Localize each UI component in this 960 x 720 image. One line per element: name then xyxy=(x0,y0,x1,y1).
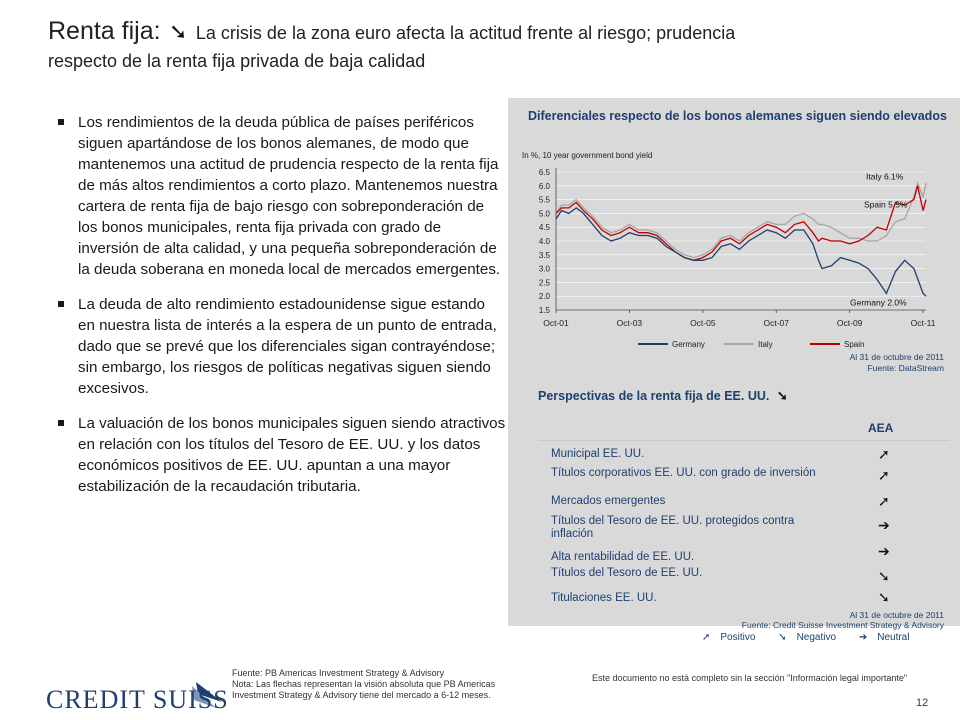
bullet-item xyxy=(56,413,506,497)
footer-source xyxy=(232,668,532,701)
right-arrow-icon: ➔ xyxy=(878,543,890,559)
legend-label: Neutral xyxy=(877,632,910,643)
y-tick-label: 3.0 xyxy=(538,264,550,274)
perspectives-title xyxy=(538,388,788,404)
table-row: Mercados emergentes xyxy=(551,495,666,507)
perspectives-table xyxy=(538,440,950,609)
credit-suisse-logo xyxy=(46,680,226,719)
sails-logo-icon xyxy=(46,680,226,714)
bullet-item xyxy=(56,112,506,280)
bullet-list xyxy=(56,112,506,511)
chart-source-date: Al 31 de octubre de 2011 xyxy=(849,352,944,362)
legend-label-spain: Spain xyxy=(844,340,865,349)
up-right-arrow-icon: ➚ xyxy=(878,467,890,483)
bullet-text: La valuación de los bonos municipales siguen siendo atractivos en relación con los títulos del Tesoro de EE. UU. y los datos económicos positivos de EE. UU. apuntan a una mayor estabilización de la recaudación tributaria. xyxy=(78,415,506,495)
perspectives-title-text: Perspectivas de la renta fija de EE. UU. xyxy=(538,389,770,403)
title-rest: La crisis de la zona euro afecta la actitud frente al riesgo; prudencia xyxy=(195,23,736,43)
table-row: Alta rentabilidad de EE. UU. xyxy=(551,551,695,563)
y-tick-label: 4.5 xyxy=(538,223,550,233)
table-row: Titulaciones EE. UU. xyxy=(551,592,657,604)
disclaimer: Este documento no está completo sin la sección "Información legal importante" xyxy=(592,673,908,683)
up-right-arrow-icon: ➚ xyxy=(878,446,890,462)
page-title xyxy=(48,18,948,74)
legend-positive xyxy=(702,632,765,643)
chart-title: Diferenciales respecto de los bonos alemanes siguen siendo elevados xyxy=(528,109,947,123)
table-row: Títulos corporativos EE. UU. con grado de inversión xyxy=(551,467,816,479)
y-tick-label: 1.5 xyxy=(538,306,550,315)
down-right-arrow-icon: ➘ xyxy=(778,632,787,643)
x-tick-label: Oct-11 xyxy=(910,318,936,328)
right-arrow-icon: ➔ xyxy=(878,517,890,533)
y-tick-label: 4.0 xyxy=(538,237,550,246)
perspectives-source: Fuente: Credit Suisse Investment Strategy & Advisory xyxy=(741,620,944,630)
legend-label: Positivo xyxy=(720,632,756,643)
legend-label-germany: Germany xyxy=(672,340,705,349)
up-right-arrow-icon: ➚ xyxy=(878,493,890,509)
table-row: Títulos del Tesoro de EE. UU. xyxy=(551,567,703,579)
bullet-text: La deuda de alto rendimiento estadounidense sigue estando en nuestra lista de interés a la espera de un punto de entrada, dado que se prevé que los diferenciales sigan contrayéndose; sin embargo, los riesgos de políticas negativas siguen siendo excesivos. xyxy=(78,296,497,397)
annotation-germany: Germany 2.0% xyxy=(850,297,907,308)
legend-negative xyxy=(778,632,846,643)
x-tick-label: Oct-05 xyxy=(690,318,716,328)
series-line-germany xyxy=(556,208,926,296)
yield-chart xyxy=(520,146,950,356)
annotation-spain: Spain 5.5% xyxy=(864,199,908,210)
series-line-italy xyxy=(556,183,926,258)
annotation-italy: Italy 6.1% xyxy=(866,171,904,182)
down-right-arrow-icon: ➘ xyxy=(878,589,890,605)
legend-label: Negativo xyxy=(796,632,837,643)
y-axis-label: In %, 10 year government bond yield xyxy=(522,151,653,160)
table-row: Municipal EE. UU. xyxy=(551,448,645,460)
up-right-arrow-icon: ➚ xyxy=(702,632,711,643)
bullet-square-icon xyxy=(58,119,64,125)
arrow-legend xyxy=(702,632,929,643)
table-row: Títulos del Tesoro de EE. UU. protegidos contra inflación xyxy=(551,515,795,540)
y-tick-label: 5.5 xyxy=(538,195,550,205)
series-line-spain xyxy=(556,186,926,260)
footer-source-text: Fuente: PB Americas Investment Strategy & Advisory xyxy=(232,668,445,678)
y-tick-label: 5.0 xyxy=(538,209,550,219)
chart-source: Fuente: DataStream xyxy=(867,363,944,373)
y-tick-label: 3.5 xyxy=(538,250,550,260)
y-tick-label: 2.5 xyxy=(538,278,550,288)
bullet-text: Los rendimientos de la deuda pública de países periféricos siguen apartándose de los bonos alemanes, de modo que mantenemos una actitud de prudencia respecto de la renta fija de más altos rendimientos a corto plazo. Mantenemos nuestra cartera de renta fija de bajo riesgo con sobreponderación de los bonos municipales, renta fija privada con grado de inversión de alta calidad, y una pequeña sobreponderación de la deuda soberana en moneda local de mercados emergentes. xyxy=(78,114,501,278)
right-arrow-icon: ➔ xyxy=(858,632,868,643)
bullet-square-icon xyxy=(58,301,64,307)
x-tick-label: Oct-07 xyxy=(763,318,789,328)
x-tick-label: Oct-09 xyxy=(836,318,863,328)
y-tick-label: 2.0 xyxy=(538,292,550,302)
down-right-arrow-icon: ➘ xyxy=(878,568,890,584)
footer-note: Nota: Las flechas representan la visión absoluta que PB Americas Investment Strategy & Advisory tiene del mercado a 6-12 meses. xyxy=(232,679,496,700)
x-tick-label: Oct-03 xyxy=(616,318,643,328)
down-right-arrow-icon: ➘ xyxy=(169,19,188,44)
x-tick-label: Oct-01 xyxy=(543,318,569,328)
y-tick-label: 6.5 xyxy=(538,168,550,177)
logo-text: CREDIT SUISSE xyxy=(46,685,226,714)
perspectives-source-date: Al 31 de octubre de 2011 xyxy=(849,610,944,620)
bullet-square-icon xyxy=(58,420,64,426)
y-tick-label: 6.0 xyxy=(538,181,550,191)
down-right-arrow-icon: ➘ xyxy=(776,388,788,403)
legend-label-italy: Italy xyxy=(758,340,773,349)
page-number: 12 xyxy=(916,697,929,709)
title-main: Renta fija: xyxy=(48,17,161,45)
title-line2: respecto de la renta fija privada de baja calidad xyxy=(48,51,426,71)
aea-column-header: AEA xyxy=(868,421,894,435)
legend-neutral xyxy=(859,632,920,643)
bullet-item xyxy=(56,294,506,399)
